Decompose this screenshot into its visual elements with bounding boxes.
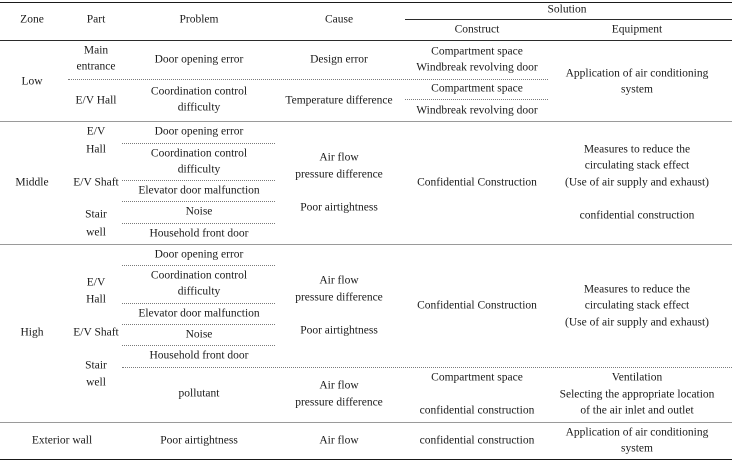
high-equipment-1b: circulating stack effect <box>584 299 690 312</box>
header-problem: Problem <box>179 13 219 26</box>
high-problem-1: Door opening error <box>154 248 244 261</box>
zone-high: High <box>20 326 44 339</box>
middle-problem-divider-3 <box>122 201 275 202</box>
high-problem-divider-2 <box>122 303 275 304</box>
middle-problem-4: Noise <box>185 205 213 218</box>
zone-exterior-wall: Exterior wall <box>31 434 93 447</box>
zone-middle: Middle <box>15 176 49 189</box>
table-top-rule <box>0 2 732 3</box>
high-pollutant-divider <box>122 367 732 368</box>
low-construct-2: Compartment space <box>431 82 523 95</box>
high-equipment-1c: (Use of air supply and exhaust) <box>564 316 710 329</box>
low-construct-divider-2 <box>405 99 548 100</box>
middle-equipment-1: Measures to reduce the <box>583 143 691 156</box>
exterior-equipment-2: system <box>621 442 653 455</box>
low-middle-divider <box>0 121 732 122</box>
high-part-stair-2: well <box>86 376 106 389</box>
middle-cause-3: Poor airtightness <box>300 201 378 214</box>
middle-part-shaft: E/V Shaft <box>73 176 119 189</box>
middle-problem-2b: difficulty <box>177 163 221 176</box>
high-part-ev-2: Hall <box>86 293 106 306</box>
middle-problem-5: Household front door <box>149 227 249 240</box>
low-part-main-2: entrance <box>76 60 116 73</box>
high-problem-divider-3 <box>122 324 275 325</box>
zone-low: Low <box>21 75 43 88</box>
header-solution: Solution <box>547 3 587 16</box>
high-equipment-2a: Ventilation <box>611 371 663 384</box>
high-part-ev-1: E/V <box>86 276 106 289</box>
high-equipment-2c: of the air inlet and outlet <box>580 404 694 417</box>
middle-part-ev-2: Hall <box>86 143 106 156</box>
high-construct-1: Confidential Construction <box>417 299 537 312</box>
high-cause-2b: pressure difference <box>295 396 383 409</box>
low-equipment-2: system <box>621 83 653 96</box>
header-construct: Construct <box>454 23 500 36</box>
low-cause-design: Design error <box>310 53 368 66</box>
middle-part-stair-2: well <box>86 226 106 239</box>
high-cause-1a: Air flow <box>319 274 359 287</box>
middle-cause-1: Air flow <box>319 151 359 164</box>
middle-problem-divider-4 <box>122 223 275 224</box>
high-problem-2b: difficulty <box>177 285 221 298</box>
exterior-construct: confidential construction <box>419 434 535 447</box>
middle-problem-3: Elevator door malfunction <box>138 184 260 197</box>
middle-part-ev-1: E/V <box>86 125 106 138</box>
header-zone: Zone <box>20 13 44 26</box>
low-construct-divider-1 <box>405 79 548 80</box>
middle-construct: Confidential Construction <box>417 176 537 189</box>
header-part: Part <box>86 13 106 26</box>
middle-cause-2: pressure difference <box>295 168 383 181</box>
header-equipment: Equipment <box>611 23 663 36</box>
high-part-shaft: E/V Shaft <box>73 326 119 339</box>
high-construct-2b: confidential construction <box>419 404 535 417</box>
low-construct-3: Windbreak revolving door <box>416 104 538 117</box>
low-equipment-1: Application of air conditioning <box>565 67 709 80</box>
middle-high-divider <box>0 244 732 245</box>
high-problem-divider-1 <box>122 265 275 266</box>
high-problem-divider-4 <box>122 345 275 346</box>
high-part-stair-1: Stair <box>85 359 107 372</box>
table-bottom-rule <box>0 459 732 460</box>
low-problem-coord-2: difficulty <box>177 101 221 114</box>
exterior-cause: Air flow <box>319 434 359 447</box>
middle-equipment-3: (Use of air supply and exhaust) <box>564 176 710 189</box>
low-row-divider <box>68 79 404 80</box>
low-part-ev: E/V Hall <box>75 94 117 107</box>
middle-part-stair-1: Stair <box>85 208 107 221</box>
low-part-main-1: Main <box>83 44 109 57</box>
middle-problem-2a: Coordination control <box>150 147 248 160</box>
high-problem-3: Elevator door malfunction <box>138 307 260 320</box>
middle-equipment-4: confidential construction <box>579 209 695 222</box>
high-cause-1c: Poor airtightness <box>300 324 378 337</box>
exterior-equipment-1: Application of air conditioning <box>565 426 709 439</box>
header-cause: Cause <box>324 13 354 26</box>
high-exterior-divider <box>0 422 732 423</box>
low-problem-coord-1: Coordination control <box>150 85 248 98</box>
low-construct-1b: Windbreak revolving door <box>416 61 538 74</box>
high-equipment-2b: Selecting the appropriate location <box>559 388 715 401</box>
high-cause-1b: pressure difference <box>295 291 383 304</box>
low-construct-1a: Compartment space <box>431 45 523 58</box>
high-problem-4: Noise <box>185 328 213 341</box>
middle-problem-divider-2 <box>122 180 275 181</box>
high-problem-5: Household front door <box>149 349 249 362</box>
high-problem-6: pollutant <box>178 387 220 400</box>
low-cause-temp: Temperature difference <box>285 94 393 107</box>
header-bottom-rule <box>0 40 732 41</box>
low-problem-door: Door opening error <box>154 53 244 66</box>
solution-header-rule <box>405 19 732 20</box>
exterior-problem: Poor airtightness <box>160 434 238 447</box>
high-cause-2a: Air flow <box>319 379 359 392</box>
high-construct-2a: Compartment space <box>431 371 523 384</box>
high-equipment-1a: Measures to reduce the <box>583 283 691 296</box>
middle-problem-divider-1 <box>122 143 275 144</box>
high-problem-2a: Coordination control <box>150 269 248 282</box>
middle-equipment-2: circulating stack effect <box>584 159 690 172</box>
middle-problem-1: Door opening error <box>154 125 244 138</box>
